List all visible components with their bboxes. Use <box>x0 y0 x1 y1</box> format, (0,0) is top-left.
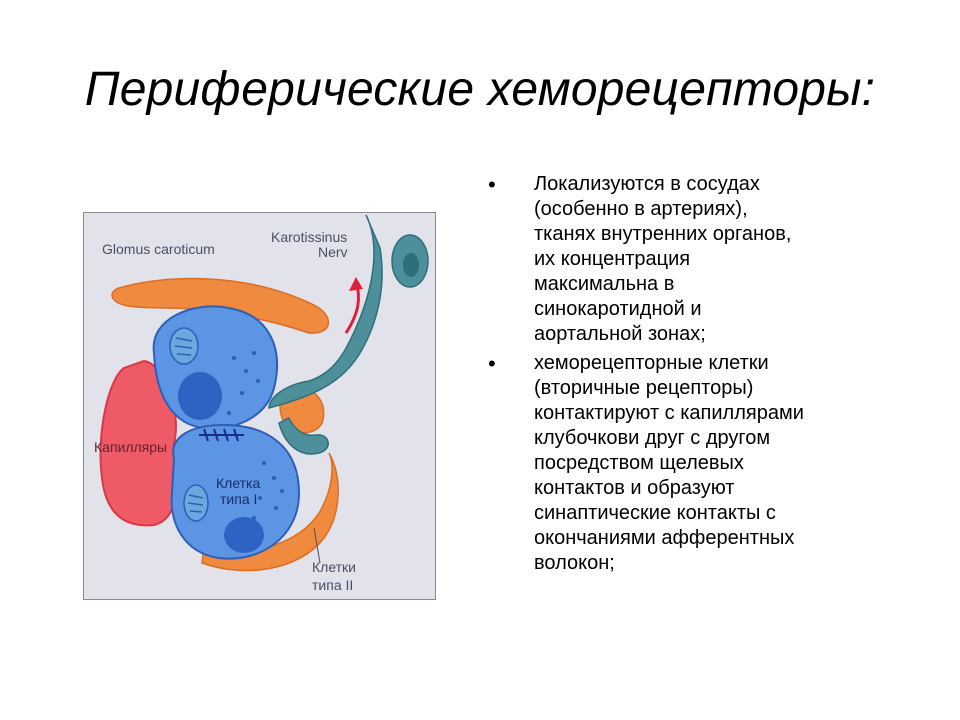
type1-label-line2: типа I <box>220 491 258 507</box>
bullet-marker: • <box>488 351 496 376</box>
bullet-list <box>488 172 918 580</box>
bullet-text: Локализуются в сосудах (особенно в артериях), тканях внутренних органов, их концентрация максимальна в синокаротидной и аортальной зонах; <box>534 173 792 345</box>
glomus-label: Glomus caroticum <box>102 241 215 257</box>
slide-title: Периферические хеморецепторы: <box>84 63 876 116</box>
type2-label-line1: Клетки <box>312 559 357 575</box>
type2-label-line2: типа II <box>312 577 354 593</box>
bullet-marker: • <box>488 172 496 197</box>
nerve-label-line2: Nerv <box>318 244 348 260</box>
bullet-text: хеморецепторные клетки (вторичные рецепторы) контактируют с капиллярами клубочкови друг с другом посредством щелевых контактов и образуют синаптические контакты с окончаниями афферентных волокон; <box>534 352 804 574</box>
nerve-label-line1: Karotissinus <box>271 229 348 245</box>
mitochondrion-lower <box>184 485 208 521</box>
diagram-artwork <box>84 213 437 601</box>
bullet-item <box>488 172 918 347</box>
glomus-caroticum-diagram <box>83 212 436 600</box>
mitochondrion-upper <box>170 328 198 364</box>
type1-label-line1: Клетка <box>216 475 261 491</box>
bullet-item <box>488 351 918 576</box>
capillaries-label: Капилляры <box>94 439 168 455</box>
